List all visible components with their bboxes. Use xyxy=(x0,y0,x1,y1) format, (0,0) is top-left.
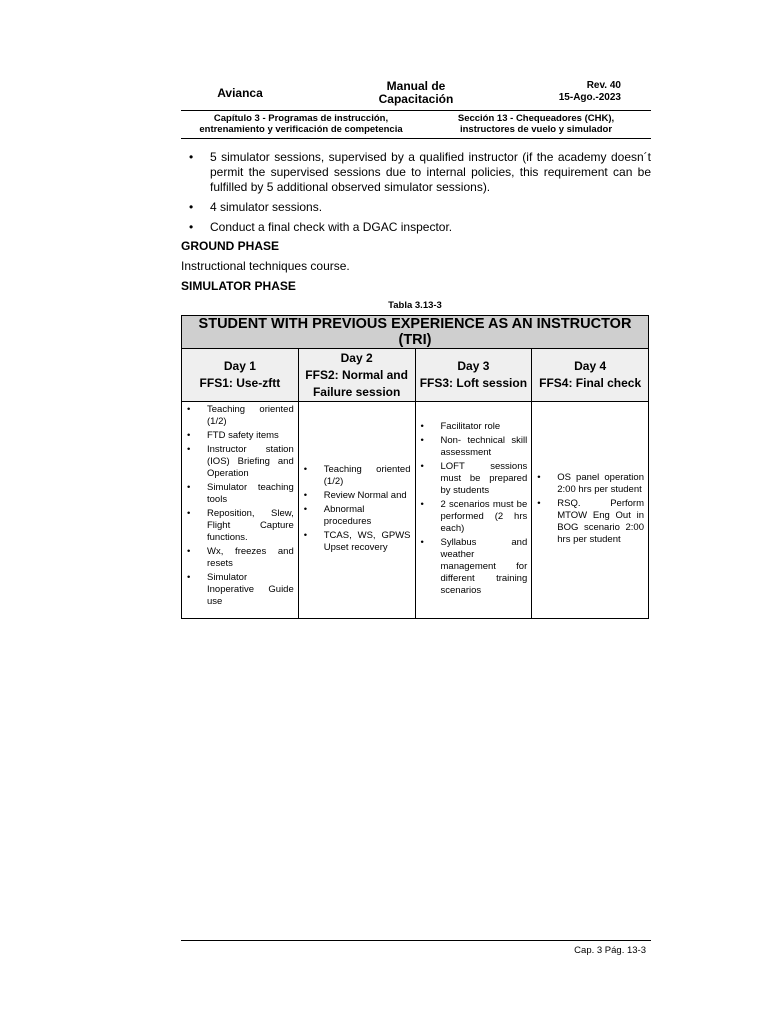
list-item: • Teaching oriented (1/2) xyxy=(185,404,294,428)
list-item: • 5 simulator sessions, supervised by a qualified instructor (if the academy doesn´t permit the supervised sessions due to internal policies, this requirement can be fulfilled by 5 additional observed simulator sessions). xyxy=(181,150,651,195)
revision-date: 15-Ago.-2023 xyxy=(558,92,621,103)
day4-content xyxy=(532,402,649,619)
session-label: FFS4: Final check xyxy=(539,376,642,390)
list-item: • LOFT sessions must be prepared by students xyxy=(419,461,528,497)
list-item: • OS panel operation 2:00 hrs per student xyxy=(535,472,644,496)
section-title-line2: instructores de vuelo y simulador xyxy=(459,124,613,135)
header-divider-bottom xyxy=(181,138,651,139)
day-header xyxy=(182,349,299,402)
list-item: • Non- technical skill assessment xyxy=(419,435,528,459)
day2-content xyxy=(298,402,415,619)
training-table xyxy=(181,315,649,619)
list-item: • Abnormal procedures xyxy=(302,504,411,528)
header-divider-top xyxy=(181,110,651,111)
list-item: • Review Normal and xyxy=(302,490,411,502)
revision-number: Rev. 40 xyxy=(586,80,621,91)
day-header xyxy=(415,349,532,402)
list-item: • Simulator teaching tools xyxy=(185,482,294,506)
list-item: • Teaching oriented (1/2) xyxy=(302,464,411,488)
footer-divider xyxy=(181,940,651,941)
revision-info xyxy=(559,80,621,104)
page-header xyxy=(181,78,651,110)
manual-title xyxy=(351,80,481,106)
day1-content xyxy=(182,402,299,619)
manual-title-line1: Manual de xyxy=(386,79,446,93)
company-name: Avianca xyxy=(217,86,263,100)
chapter-title xyxy=(181,113,421,135)
list-item: • Syllabus and weather management for different training scenarios xyxy=(419,537,528,597)
list-item: • Wx, freezes and resets xyxy=(185,546,294,570)
list-item: • FTD safety items xyxy=(185,430,294,442)
list-item: • RSQ. Perform MTOW Eng Out in BOG scenario 2:00 hrs per student xyxy=(535,498,644,546)
list-item: • 4 simulator sessions. xyxy=(181,200,651,215)
day-label: Day 1 xyxy=(223,359,256,373)
section-title-line1: Sección 13 - Chequeadores (CHK), xyxy=(457,113,615,124)
day-header xyxy=(298,349,415,402)
list-item: • 2 scenarios must be performed (2 hrs each) xyxy=(419,499,528,535)
ground-phase-text: Instructional techniques course. xyxy=(181,259,350,273)
session-label: FFS1: Use-zftt xyxy=(199,376,281,390)
section-title xyxy=(436,113,636,135)
session-label: FFS3: Loft session xyxy=(419,376,528,390)
list-item: • Facilitator role xyxy=(419,421,528,433)
list-item: • TCAS, WS, GPWS Upset recovery xyxy=(302,530,411,554)
ground-phase-heading: GROUND PHASE xyxy=(181,239,280,253)
day-header xyxy=(532,349,649,402)
table-title: STUDENT WITH PREVIOUS EXPERIENCE AS AN INSTRUCTOR (TRI) xyxy=(182,316,649,349)
day-label: Day 4 xyxy=(574,359,607,373)
day-label: Day 3 xyxy=(457,359,490,373)
list-item: • Simulator Inoperative Guide use xyxy=(185,572,294,608)
list-item: • Conduct a final check with a DGAC inspector. xyxy=(181,220,651,235)
table-caption: Tabla 3.13-3 xyxy=(388,300,442,311)
day-label: Day 2 xyxy=(340,350,373,365)
requirements-list xyxy=(181,150,651,240)
list-item: • Instructor station (IOS) Briefing and Operation xyxy=(185,444,294,480)
list-item: • Reposition, Slew, Flight Capture functions. xyxy=(185,508,294,544)
page-number: Cap. 3 Pág. 13-3 xyxy=(574,945,646,956)
session-label: FFS2: Normal and Failure session xyxy=(305,367,408,399)
manual-title-line2: Capacitación xyxy=(378,92,454,106)
simulator-phase-heading: SIMULATOR PHASE xyxy=(181,279,296,293)
day3-content xyxy=(415,402,532,619)
chapter-title-line1: Capítulo 3 - Programas de instrucción, xyxy=(213,113,389,124)
chapter-title-line2: entrenamiento y verificación de competencia xyxy=(199,124,403,135)
